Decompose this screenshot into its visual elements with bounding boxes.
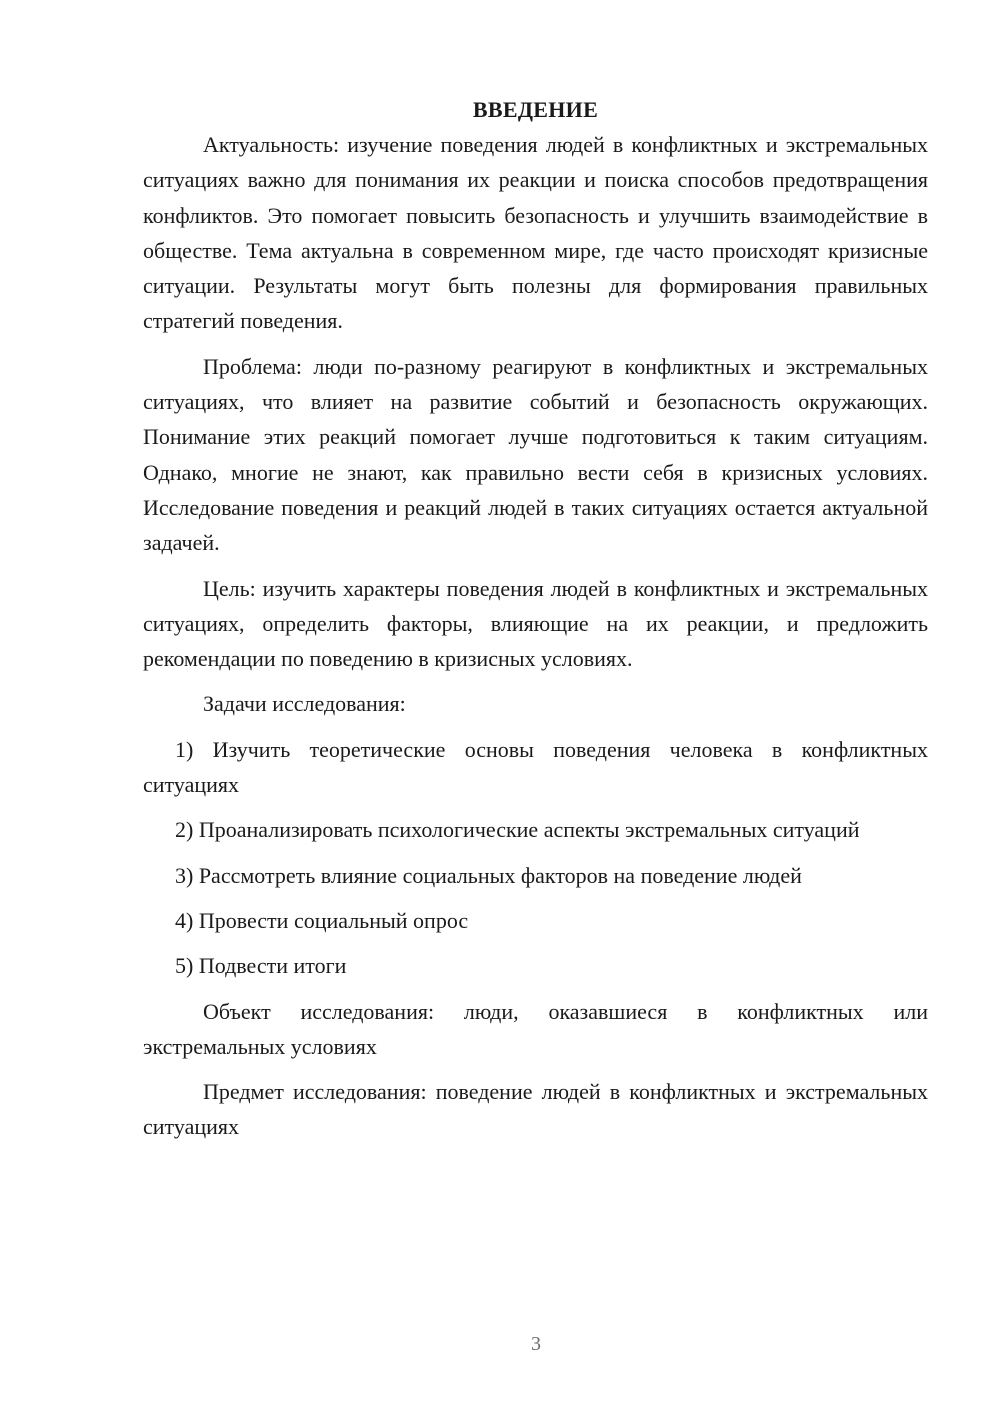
problem-paragraph: Проблема: люди по-разному реагируют в конфликтных и экстремальных ситуациях, что влияет на развитие событий и безопасность окружающих. Понимание этих реакций помогает лучше подготовиться к таким ситуациям. Однако, многие не знают, как правильно вести себя в кризисных условиях. Исследование поведения и реакций людей в таких ситуациях остается актуальной задачей. <box>143 353 928 556</box>
task-item-5: 5) Подвести итоги <box>175 953 347 979</box>
task-item-3: 3) Рассмотреть влияние социальных факторов на поведение людей <box>175 862 802 888</box>
page-number: 3 <box>531 1333 541 1355</box>
document-page <box>143 92 928 1155</box>
subject-paragraph: Предмет исследования: поведение людей в конфликтных и экстремальных ситуациях <box>143 1079 928 1140</box>
relevance-paragraph: Актуальность: изучение поведения людей в конфликтных и экстремальных ситуациях важно для понимания их реакции и поиска способов предотвращения конфликтов. Это помогает повысить безопасность и улучшить взаимодействие в обществе. Тема актуальна в современном мире, где часто происходят кризисные ситуации. Результаты могут быть полезны для формирования правильных стратегий поведения. <box>143 132 928 334</box>
goal-paragraph: Цель: изучить характеры поведения людей в конфликтных и экстремальных ситуациях, определить факторы, влияющие на их реакции, и предложить рекомендации по поведению в кризисных условиях. <box>143 575 928 672</box>
page-title: ВВЕДЕНИЕ <box>472 97 599 122</box>
task-item-2: 2) Проанализировать психологические аспекты экстремальных ситуаций <box>175 817 860 843</box>
task-item-4: 4) Провести социальный опрос <box>175 907 469 933</box>
object-paragraph: Объект исследования: люди, оказавшиеся в конфликтных или экстремальных условиях <box>143 998 928 1059</box>
task-item-1: 1) Изучить теоретические основы поведения человека в конфликтных ситуациях <box>143 736 928 798</box>
tasks-heading: Задачи исследования: <box>203 691 406 717</box>
